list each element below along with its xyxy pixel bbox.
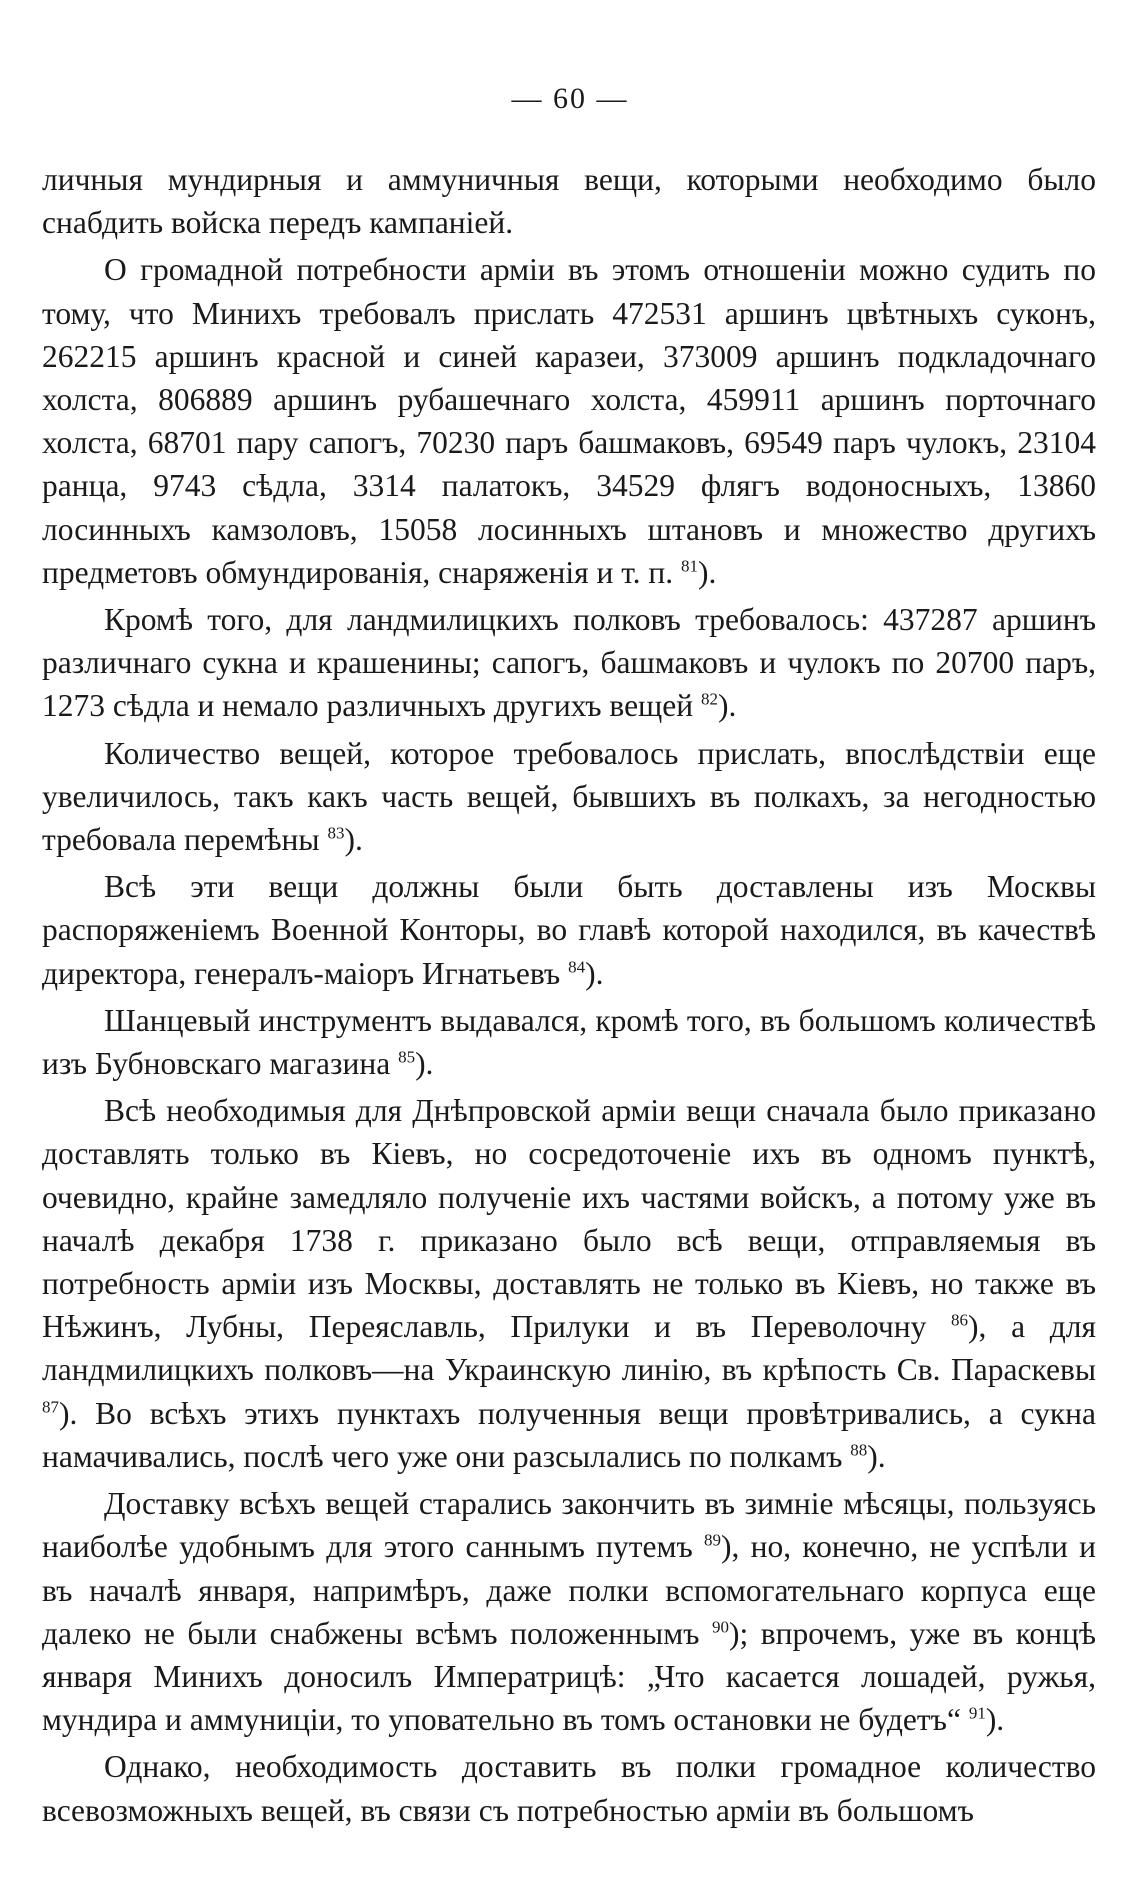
footnote-ref-82: 82 xyxy=(701,689,719,709)
paragraph-continuation xyxy=(42,158,1096,244)
paragraph-delivery-points xyxy=(42,1089,1096,1478)
footnote-close: ). xyxy=(985,1702,1005,1738)
paragraph-text: ), а для ландмилицкихъ полковъ—на Украинскую линію, въ крѣпость Св. Параскевы xyxy=(42,1309,1096,1388)
footnote-close: ). xyxy=(415,1046,434,1082)
paragraph-landmilitia xyxy=(42,598,1096,728)
paragraph-however xyxy=(42,1745,1096,1831)
footnote-close: ). xyxy=(585,955,604,991)
paragraph-text: ); впрочемъ, уже въ концѣ января Минихъ доносилъ Императрицѣ: „Что касается лошадей, ружья, мундира и аммуниціи, то уповательно въ томъ остановки не будетъ“ xyxy=(42,1615,1096,1738)
paragraph-army-needs xyxy=(42,248,1096,594)
footnote-ref-84: 84 xyxy=(568,957,586,977)
paragraph-text: ). Во всѣхъ этихъ пунктахъ полученныя вещи провѣтривались, а сукна намачивались, послѣ чего уже они разсылались по полкамъ xyxy=(42,1395,1096,1474)
footnote-ref-91: 91 xyxy=(968,1703,986,1723)
paragraph-text: Количество вещей, которое требовалось прислать, впослѣдствіи еще увеличилось, такъ какъ часть вещей, бывшихъ въ полкахъ, за негодностью требовала перемѣны xyxy=(42,735,1096,858)
paragraph-entrenching-tools xyxy=(42,999,1096,1085)
paragraph-text: Шанцевый инструментъ выдавался, кромѣ того, въ большомъ количествѣ изъ Бубновскаго магазина xyxy=(42,1002,1096,1082)
paragraph-text: Всѣ необходимыя для Днѣпровской арміи вещи сначала было приказано доставлять только въ Кіевъ, но сосредоточеніе ихъ въ одномъ пунктѣ, очевидно, крайне замедляло полученіе ихъ частями войскъ, а потому уже въ началѣ декабря 1738 г. приказано было всѣ вещи, отправляемыя въ потребность арміи изъ Москвы, доставлять не только въ Кіевъ, но также въ Нѣжинъ, Лубны, Переяславль, Прилуки и въ Переволочну xyxy=(42,1093,1096,1345)
footnote-ref-81: 81 xyxy=(681,556,698,576)
footnote-ref-83: 83 xyxy=(327,823,345,843)
paragraph-text: Всѣ эти вещи должны были быть доставлены изъ Москвы распоряженіемъ Военной Конторы, во главѣ которой находился, въ качествѣ директора, генералъ-маіоръ Игнатьевъ xyxy=(42,869,1096,991)
paragraph-text: Доставку всѣхъ вещей старались закончить въ зимніе мѣсяцы, пользуясь наиболѣе удобнымъ для этого саннымъ путемъ xyxy=(42,1486,1096,1565)
footnote-close: ). xyxy=(344,822,363,858)
footnote-ref-88: 88 xyxy=(850,1440,868,1460)
paragraph-moscow-office xyxy=(42,865,1096,995)
footnote-close: ). xyxy=(867,1438,886,1474)
paragraph-quantity xyxy=(42,732,1096,862)
footnote-close: ). xyxy=(698,554,717,590)
footnote-ref-85: 85 xyxy=(398,1047,416,1067)
paragraph-text: Однако, необходимость доставить въ полки громадное количество всевозможныхъ вещей, въ связи съ потребностью арміи въ большомъ xyxy=(42,1749,1096,1828)
paragraph-text: ), но, конечно, не успѣли и въ началѣ января, напримѣръ, даже полки вспомогательнаго корпуса еще далеко не были снабжены всѣмъ положеннымъ xyxy=(42,1529,1096,1651)
paragraph-text: О громадной потребности арміи въ этомъ отношеніи можно судить по тому, что Минихъ требовалъ прислать 472531 аршинъ цвѣтныхъ суконъ, 262215 аршинъ красной и синей каразеи, 373009 аршинъ подкладочнаго холста, 806889 аршинъ рубашечнаго холста, 459911 аршинъ порточнаго холста, 68701 пару сапогъ, 70230 паръ башмаковъ, 69549 паръ чулокъ, 23104 ранца, 9743 сѣдла, 3314 палатокъ, 34529 флягъ водоносныхъ, 13860 лосинныхъ камзоловъ, 15058 лосинныхъ штановъ и множество другихъ предметовъ обмундированія, снаряженія и т. п. xyxy=(42,252,1096,590)
paragraph-text: Кромѣ того, для ландмилицкихъ полковъ требовалось: 437287 аршинъ различнаго сукна и крашенины; сапогъ, башмаковъ и чулокъ по 20700 паръ, 1273 сѣдла и немало различныхъ другихъ вещей xyxy=(42,602,1096,724)
paragraph-winter-delivery xyxy=(42,1482,1096,1741)
footnote-ref-86: 86 xyxy=(951,1310,969,1330)
page-body xyxy=(42,158,1096,1832)
page-number: — 60 — xyxy=(511,82,629,115)
footnote-close: ). xyxy=(718,688,737,724)
footnote-ref-87: 87 xyxy=(42,1397,59,1417)
footnote-ref-89: 89 xyxy=(704,1530,722,1550)
footnote-ref-90: 90 xyxy=(711,1617,729,1637)
paragraph-text: личныя мундирныя и аммуничныя вещи, которыми необходимо было снабдить войска передъ кампаніей. xyxy=(42,162,1096,241)
